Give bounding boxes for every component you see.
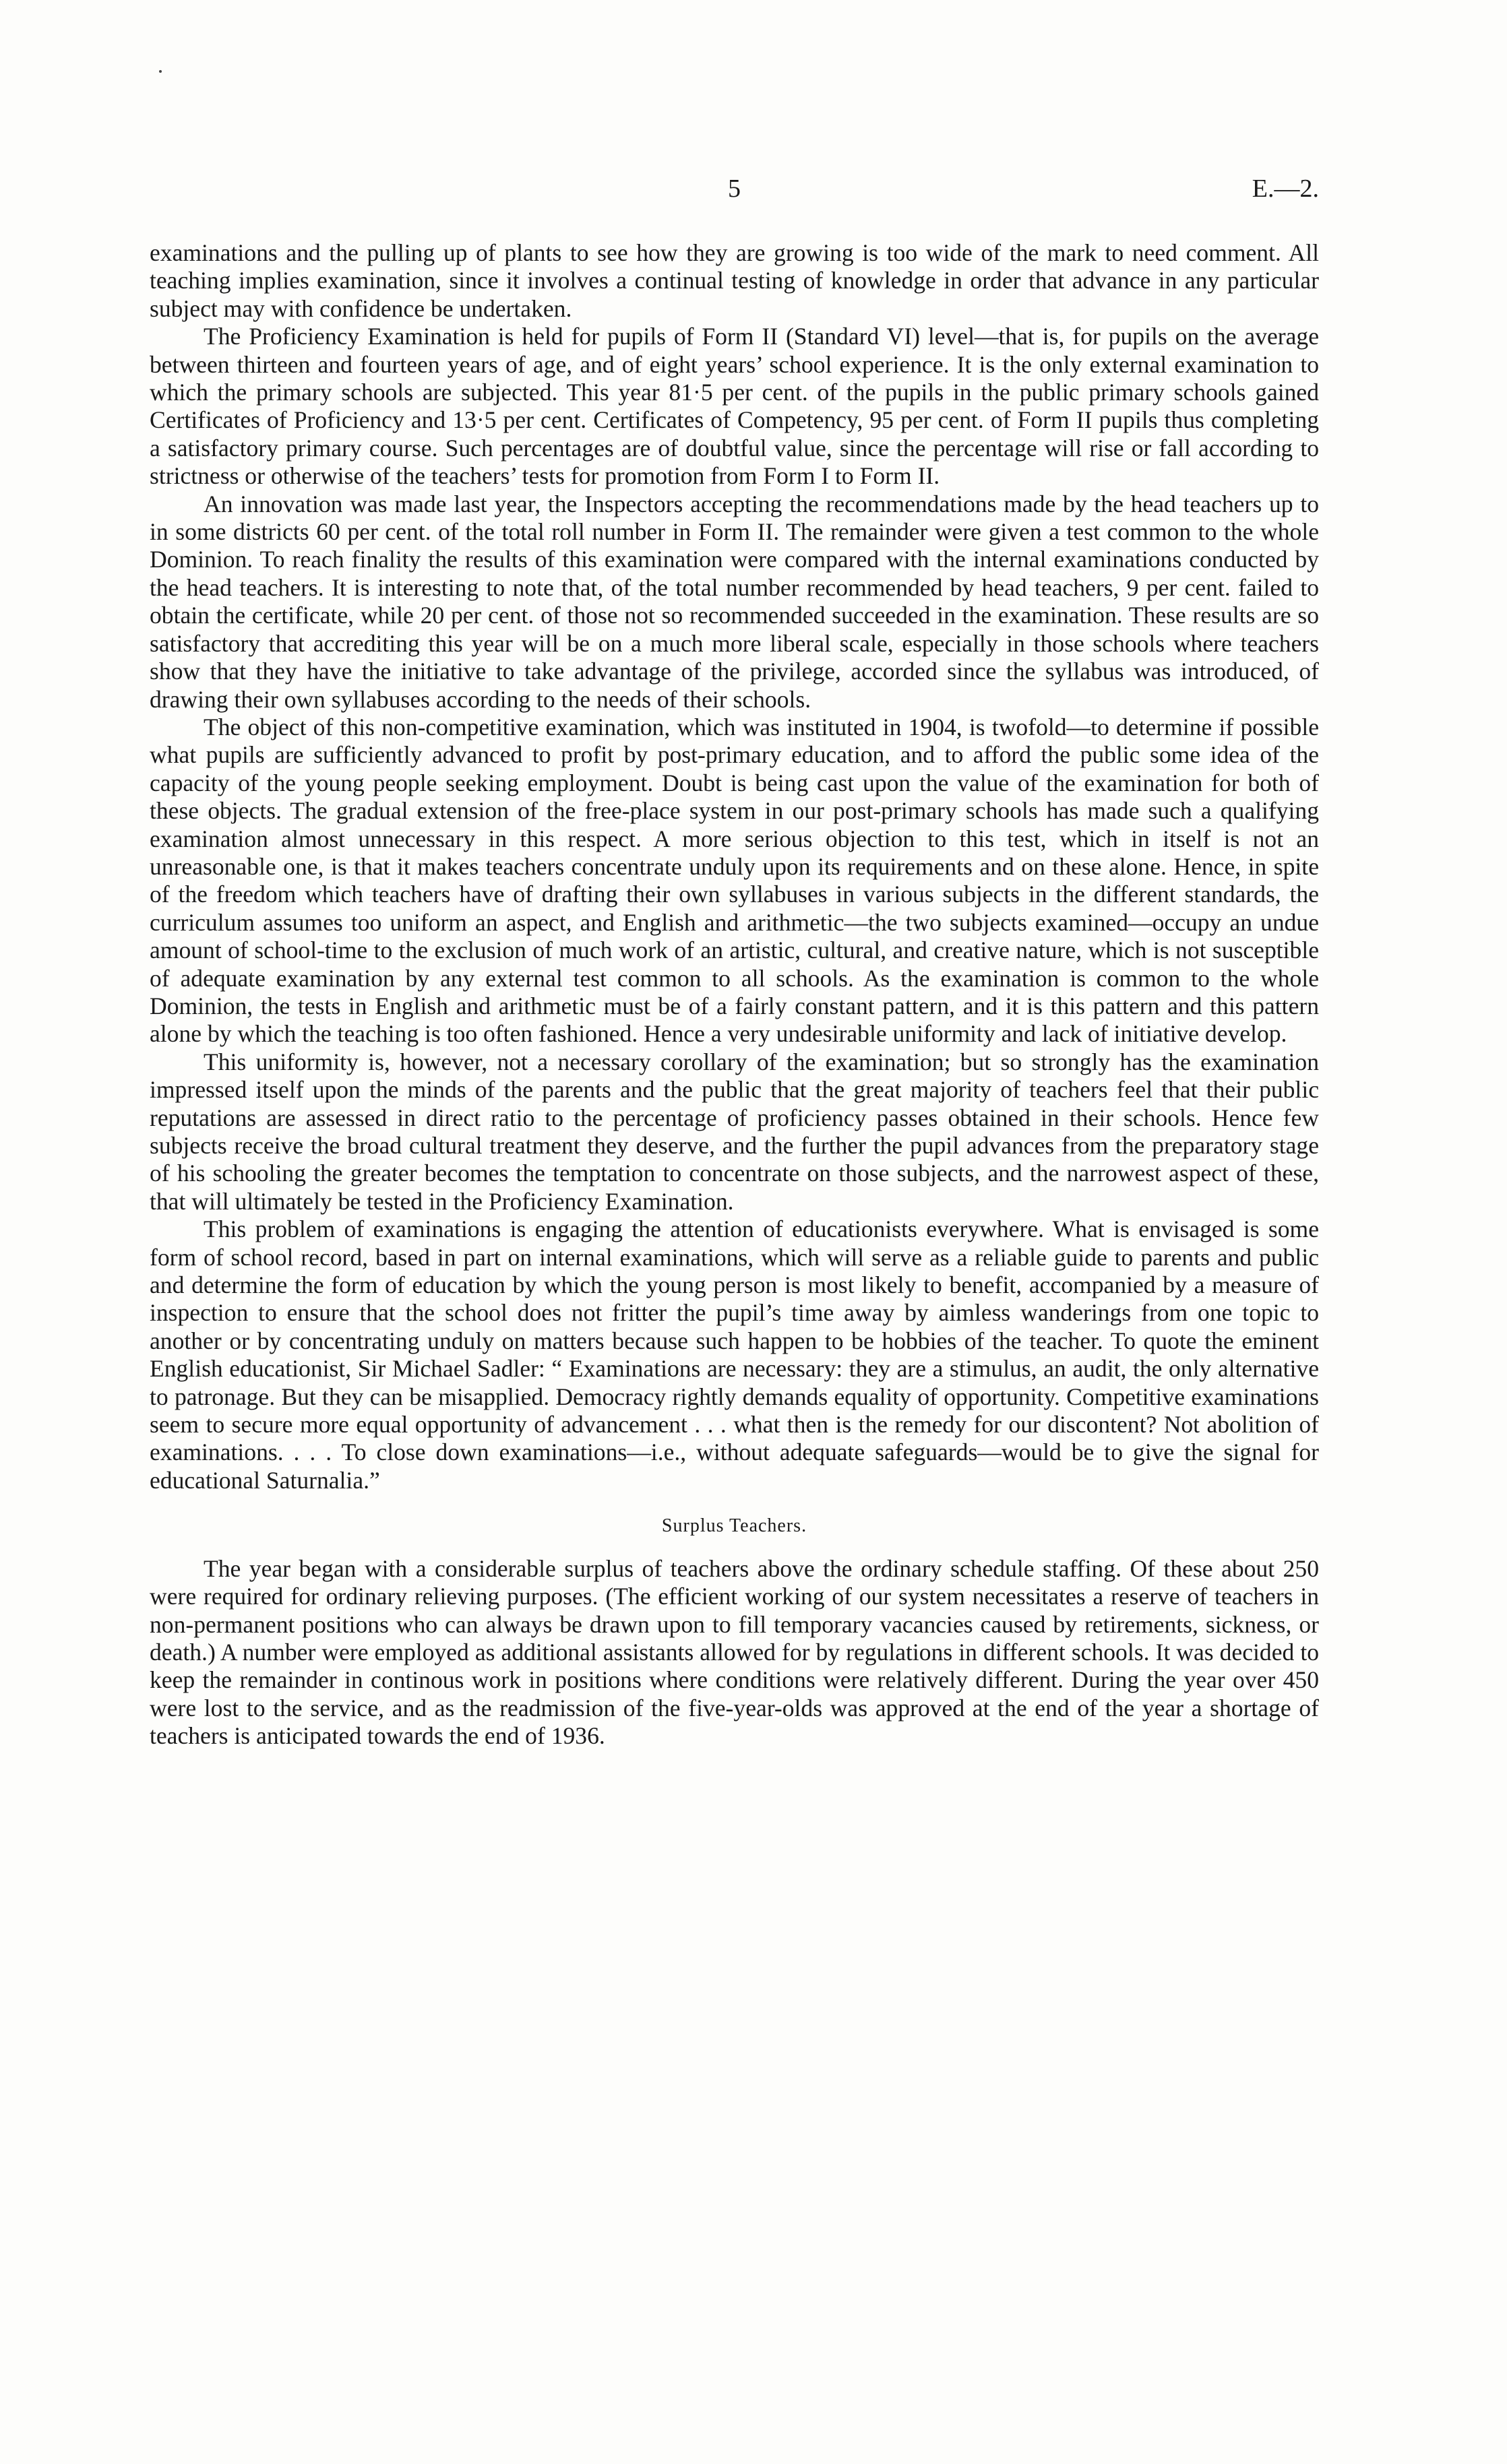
paragraph-continuation: examinations and the pulling up of plants to see how they are growing is too wide of the mark to need comment. All teaching implies examination, since it involves a continual testing of knowledge in order that advance in any particular subject may with confidence be undertaken.: [150, 239, 1319, 322]
paragraph-problem-of-examinations: This problem of examinations is engaging the attention of educationists everywhere. What is envisaged is some form of school record, based in part on internal examinations, which will serve as a reliable guide to parents and public and determine the form of education by which the young person is most likely to benefit, accompanied by a measure of inspection to ensure that the school does not fritter the pupil’s time away by aimless wanderings from one topic to another or by concentrating unduly on matters because such happen to be hobbies of the teacher. To quote the eminent English educationist, Sir Michael Sadler: “ Examinations are necessary: they are a stimulus, an audit, the only alternative to patronage. But they can be misapplied. Democracy rightly demands equality of opportunity. Competitive examinations seem to secure more equal opportunity of advancement . . . what then is the remedy for our discontent? Not abolition of examinations. . . . To close down examinations—i.e., without adequate safeguards—would be to give the signal for educational Saturnalia.”: [150, 1215, 1319, 1494]
section-heading: Surplus Teachers.: [661, 1515, 807, 1537]
paragraph-uniformity: This uniformity is, however, not a necessary corollary of the examination; but so strongly has the examination impressed itself upon the minds of the parents and the public that the great majority of teachers feel that their public reputations are assessed in direct ratio to the percentage of proficiency passes obtained in their schools. Hence few subjects receive the broad cultural treatment they deserve, and the further the pupil advances from the preparatory stage of his schooling the greater becomes the temptation to concentrate on those subjects, and the narrowest aspect of these, that will ultimately be tested in the Proficiency Examination.: [150, 1048, 1319, 1215]
paragraph-innovation: An innovation was made last year, the Inspectors accepting the recommendations made by the head teachers up to in some districts 60 per cent. of the total roll number in Form II. The remainder were given a test common to the whole Dominion. To reach finality the results of this examination were compared with the internal examinations conducted by the head teachers. It is interesting to note that, of the total number recommended by head teachers, 9 per cent. failed to obtain the certificate, while 20 per cent. of those not so recommended succeeded in the examination. These results are so satisfactory that accrediting this year will be on a much more liberal scale, especially in those schools where teachers show that they have the initiative to take advantage of the privilege, accorded since the syllabus was introduced, of drawing their own syllabuses according to the needs of their schools.: [150, 490, 1319, 713]
document-reference: E.—2.: [1252, 175, 1319, 203]
paragraph-object-of-examination: The object of this non-competitive examination, which was instituted in 1904, is twofold—to determine if possible what pupils are sufficiently advanced to profit by post-primary education, and to afford the public some idea of the capacity of the young people seeking employment. Doubt is being cast upon the value of the examination for both of these objects. The gradual extension of the free-place system in our post-primary schools has made such a qualifying examination almost unnecessary in this respect. A more serious objection to this test, which in itself is not an unreasonable one, is that it makes teachers concentrate unduly upon its requirements and on these alone. Hence, in spite of the freedom which teachers have of drafting their own syllabuses in various subjects in the different standards, the curriculum assumes too uniform an aspect, and English and arithmetic—the two subjects examined—occupy an undue amount of school-time to the exclusion of much work of an artistic, cultural, and creative nature, which is not susceptible of adequate examination by any external test common to all schools. As the examination is common to the whole Dominion, the tests in English and arithmetic must be of a fairly constant pattern, and it is this pattern and this pattern alone by which the teaching is too often fashioned. Hence a very undesirable uniformity and lack of initiative develop.: [150, 713, 1319, 1048]
page-header: [150, 174, 1319, 214]
body-text: [150, 239, 1319, 1750]
page-number: 5: [728, 175, 741, 203]
paragraph-proficiency-examination: The Proficiency Examination is held for pupils of Form II (Standard VI) level—that is, for pupils on the average between thirteen and fourteen years of age, and of eight years’ school experience. It is the only external examination to which the primary schools are subjected. This year 81·5 per cent. of the pupils in the public primary schools gained Certificates of Proficiency and 13·5 per cent. Certificates of Competency, 95 per cent. of Form II pupils thus completing a satisfactory primary course. Such percentages are of doubtful value, since the percentage will rise or fall according to strictness or otherwise of the teachers’ tests for promotion from Form I to Form II.: [150, 323, 1319, 490]
paragraph-surplus-teachers: The year began with a considerable surplus of teachers above the ordinary schedule staffing. Of these about 250 were required for ordinary relieving purposes. (The efficient working of our system necessitates a reserve of teachers in non-permanent positions who can always be drawn upon to fill temporary vacancies caused by retirements, sickness, or death.) A number were employed as additional assistants allowed for by regulations in different schools. It was decided to keep the remainder in continous work in positions where conditions were relatively different. During the year over 450 were lost to the service, and as the readmission of the five-year-olds was approved at the end of the year a shortage of teachers is anticipated towards the end of 1936.: [150, 1554, 1319, 1750]
scan-speck: [159, 70, 162, 73]
